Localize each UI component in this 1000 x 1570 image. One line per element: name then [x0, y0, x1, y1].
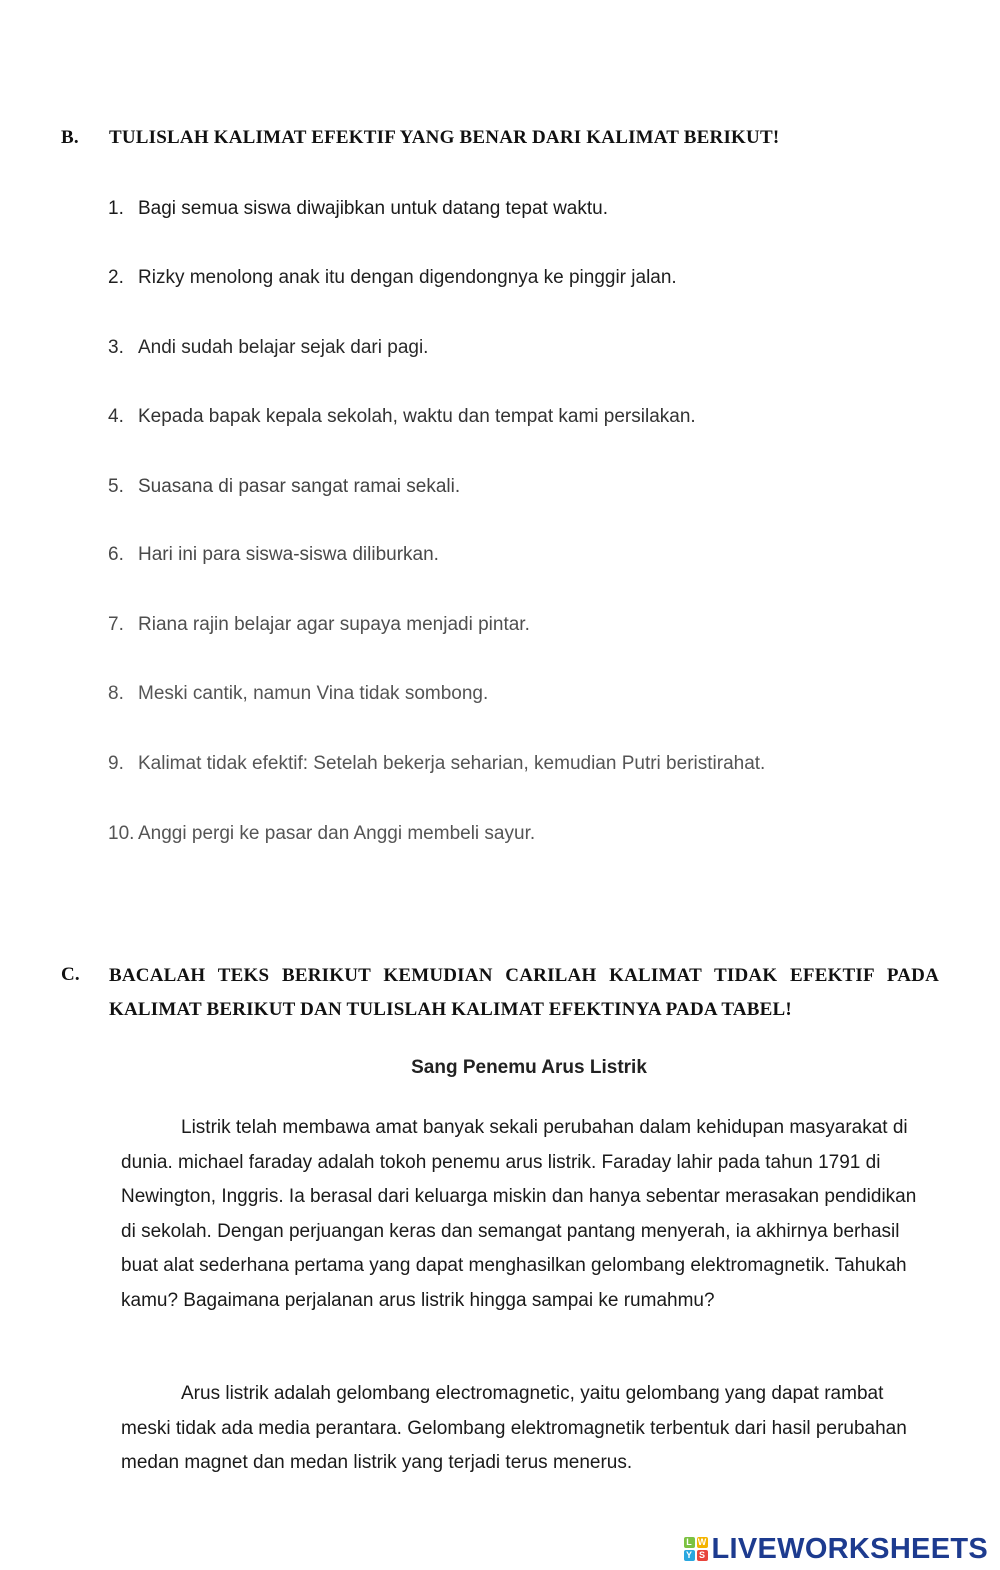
- liveworksheets-logo: [684, 1532, 989, 1566]
- liveworksheets-logo-text: LIVEWORKSHEETS: [711, 1532, 988, 1565]
- list-item: [108, 683, 488, 705]
- item-number: 9.: [108, 753, 124, 774]
- story-title: Sang Penemu Arus Listrik: [411, 1057, 647, 1078]
- item-number: 2.: [108, 267, 124, 288]
- logo-tile: Y: [684, 1550, 695, 1561]
- list-item: [108, 614, 530, 636]
- section-c-letter: C.: [61, 964, 80, 985]
- section-c-title: BACALAH TEKS BERIKUT KEMUDIAN CARILAH KALIMAT TIDAK EFEKTIF PADA KALIMAT BERIKUT DAN TULISLAH KALIMAT EFEKTINYA PADA TABEL!: [109, 965, 939, 1020]
- item-number: 3.: [108, 337, 124, 358]
- list-item: [108, 823, 535, 845]
- list-item: [108, 406, 696, 428]
- section-c-heading: [61, 964, 941, 1034]
- paragraph: Arus listrik adalah gelombang electromagnetic, yaitu gelombang yang dapat rambat meski tidak ada media perantara. Gelombang elektromagnetik terbentuk dari hasil perubahan medan magnet dan medan listrik yang terjadi terus menerus.: [121, 1383, 907, 1474]
- item-number: 4.: [108, 406, 124, 427]
- item-number: 6.: [108, 544, 124, 565]
- list-item: [108, 476, 460, 498]
- list-item: [108, 267, 677, 289]
- list-item: [108, 337, 428, 359]
- item-text: Bagi semua siswa diwajibkan untuk datang tepat waktu.: [138, 198, 608, 219]
- item-text: Riana rajin belajar agar supaya menjadi pintar.: [138, 614, 530, 635]
- item-text: Anggi pergi ke pasar dan Anggi membeli sayur.: [138, 823, 536, 844]
- list-item: [108, 544, 439, 566]
- item-text: Rizky menolong anak itu dengan digendongnya ke pinggir jalan.: [138, 267, 677, 288]
- list-item: [108, 753, 765, 775]
- liveworksheets-logo-icon: [684, 1537, 708, 1561]
- section-b-heading: [61, 127, 941, 153]
- item-text: Kepada bapak kepala sekolah, waktu dan tempat kami persilakan.: [138, 406, 696, 427]
- item-number: 10.: [108, 823, 135, 844]
- logo-tile: W: [697, 1537, 707, 1547]
- paragraph: Listrik telah membawa amat banyak sekali perubahan dalam kehidupan masyarakat di dunia. michael faraday adalah tokoh penemu arus listrik. Faraday lahir pada tahun 1791 di Newington, Inggris. Ia berasal dari keluarga miskin dan hanya sebentar merasakan pendidikan di sekolah. Dengan perjuangan keras dan semangat pantang menyerah, ia akhirnya berhasil buat alat sederhana pertama yang dapat menghasilkan gelombang elektromagnetik. Tahukah kamu? Bagaimana perjalanan arus listrik hingga sampai ke rumahmu?: [121, 1117, 917, 1311]
- section-b-letter: B.: [61, 127, 79, 148]
- item-number: 7.: [108, 614, 124, 635]
- item-text: Kalimat tidak efektif: Setelah bekerja seharian, kemudian Putri beristirahat.: [138, 753, 766, 774]
- item-number: 8.: [108, 683, 124, 704]
- item-number: 1.: [108, 198, 124, 219]
- item-text: Meski cantik, namun Vina tidak sombong.: [138, 683, 489, 704]
- item-text: Suasana di pasar sangat ramai sekali.: [138, 476, 461, 497]
- item-number: 5.: [108, 476, 124, 497]
- logo-tile: L: [684, 1537, 695, 1548]
- logo-tile: S: [697, 1550, 708, 1561]
- item-text: Hari ini para siswa-siswa diliburkan.: [138, 544, 439, 565]
- list-item: [108, 198, 608, 220]
- section-b-title: TULISLAH KALIMAT EFEKTIF YANG BENAR DARI KALIMAT BERIKUT!: [109, 127, 780, 148]
- item-text: Andi sudah belajar sejak dari pagi.: [138, 337, 429, 358]
